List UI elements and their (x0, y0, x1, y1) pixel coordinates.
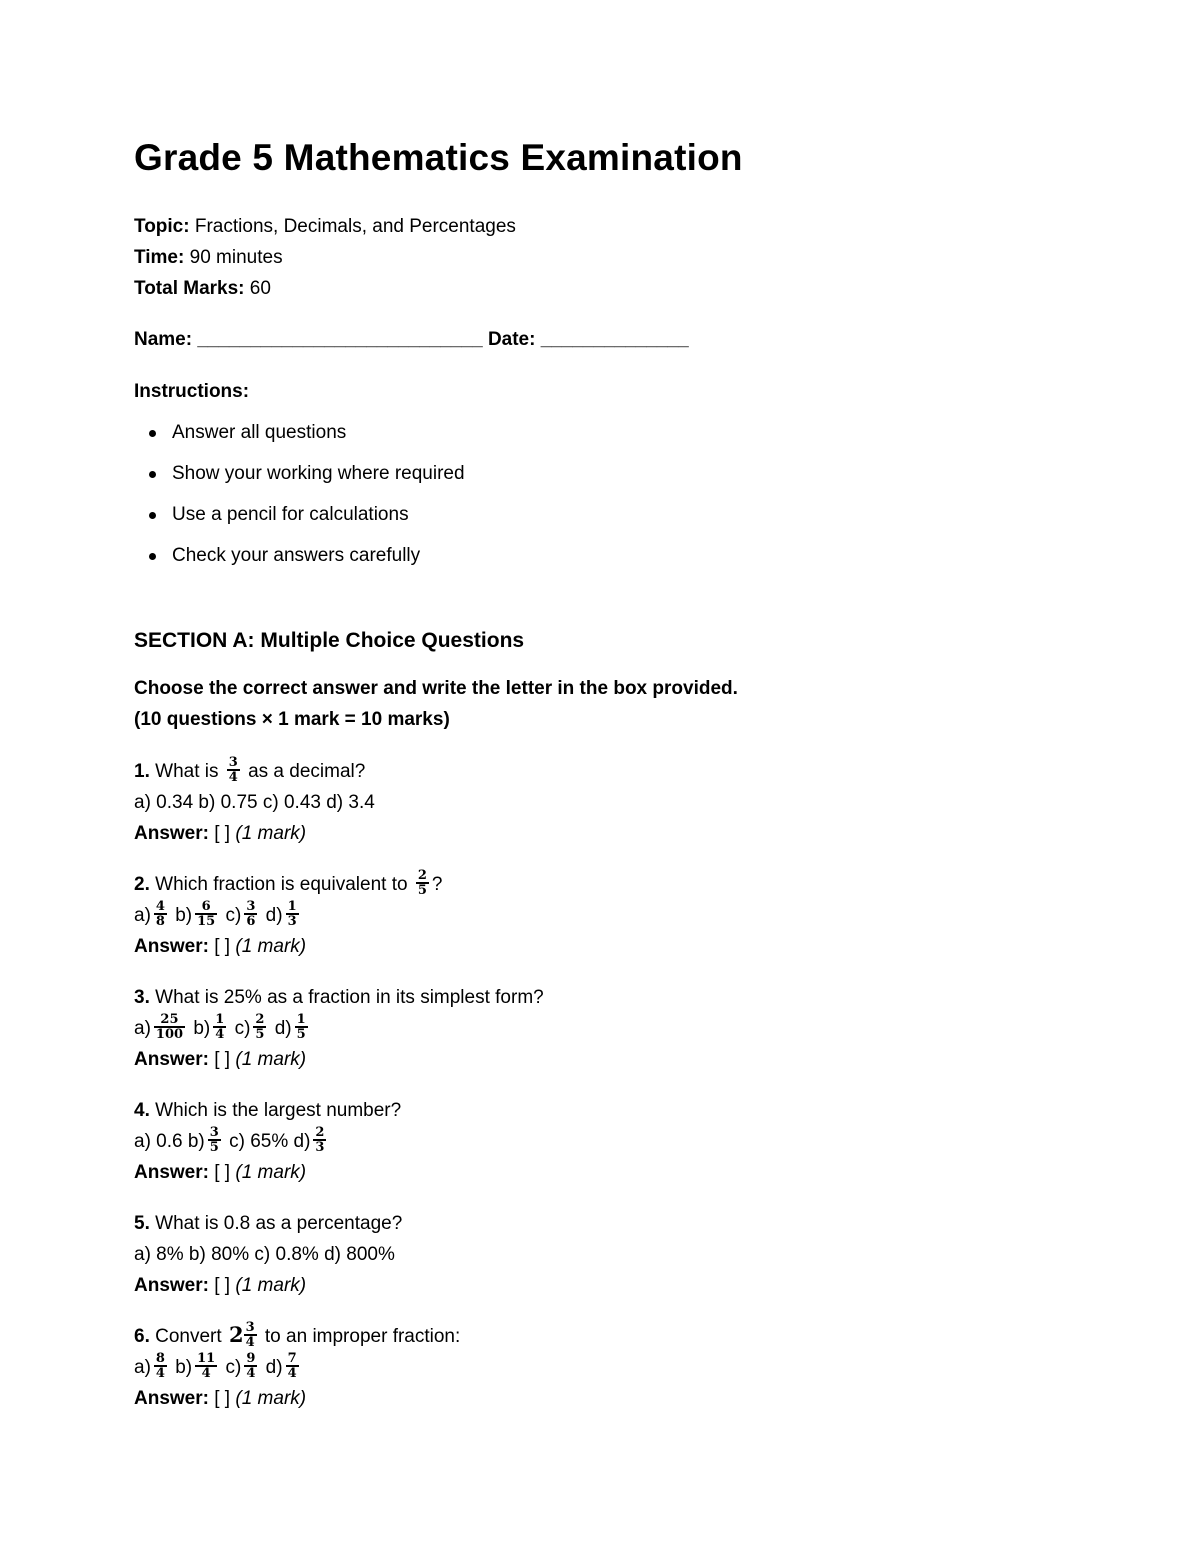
section-a-instructions (134, 673, 1074, 735)
question-1 (134, 756, 1074, 849)
fraction-numerator: 3 (245, 1319, 255, 1335)
question-text-part: as a decimal? (242, 761, 366, 782)
fraction-numerator: 1 (215, 1011, 225, 1027)
mark-label: (1 mark) (235, 823, 307, 844)
question-number: 1. (134, 761, 150, 782)
question-5 (134, 1208, 1074, 1301)
meta-time (134, 242, 1074, 273)
instructions-list (134, 417, 1074, 581)
answer-label: Answer: (134, 1275, 209, 1296)
answer-box[interactable]: [ ] (208, 1049, 236, 1070)
meta-topic-label: Topic: (134, 216, 190, 237)
fraction-numerator: 11 (197, 1350, 216, 1366)
option-label: a) 0.6 b) (134, 1131, 205, 1152)
mark-label: (1 mark) (235, 1162, 307, 1183)
option-a-fraction (154, 900, 167, 928)
question-3-answer (134, 1044, 1074, 1075)
fraction-denominator: 5 (417, 882, 427, 898)
answer-label: Answer: (134, 936, 209, 957)
answer-label: Answer: (134, 823, 209, 844)
section-a-instruction-1: Choose the correct answer and write the letter in the box provided. (134, 678, 738, 699)
option-label: c) (234, 1018, 251, 1039)
fraction-numerator: 9 (246, 1350, 256, 1366)
name-date-line: Name: ___________________________ Date: ______________ (134, 329, 689, 350)
fraction-numerator: 3 (209, 1124, 219, 1140)
question-6-text (134, 1321, 1074, 1352)
fraction-denominator: 15 (197, 913, 216, 929)
fraction-numerator: 2 (417, 867, 427, 883)
option-c-fraction (253, 1013, 266, 1041)
question-2-text (134, 869, 1074, 900)
fraction-denominator: 5 (296, 1026, 306, 1042)
bullet-icon (149, 553, 156, 560)
instruction-text: Show your working where required (172, 463, 465, 484)
question-6-answer (134, 1383, 1074, 1414)
answer-label: Answer: (134, 1162, 209, 1183)
option-label: a) (134, 1018, 151, 1039)
instruction-text: Check your answers carefully (172, 545, 421, 566)
meta-time-value: 90 minutes (189, 247, 283, 268)
question-text-part: Which is the largest number? (149, 1100, 402, 1121)
fraction-numerator: 1 (296, 1011, 306, 1027)
question-text-part: ? (431, 874, 443, 895)
fraction-numerator: 2 (255, 1011, 265, 1027)
option-d-fraction (286, 900, 299, 928)
instruction-item (134, 540, 1074, 581)
fraction-numerator: 2 (315, 1124, 325, 1140)
question-number: 5. (134, 1213, 150, 1234)
question-4-answer (134, 1157, 1074, 1188)
question-4-options (134, 1126, 1074, 1157)
question-4 (134, 1095, 1074, 1188)
fraction (416, 869, 429, 897)
question-text-part: Convert (149, 1326, 227, 1347)
fraction-numerator: 1 (287, 898, 297, 914)
fraction-denominator: 4 (246, 1365, 256, 1381)
option-label: b) (175, 905, 193, 926)
question-5-text (134, 1208, 1074, 1239)
answer-label: Answer: (134, 1049, 209, 1070)
fraction-denominator: 5 (255, 1026, 265, 1042)
option-b-fraction (195, 900, 217, 928)
meta-total-marks-value: 60 (249, 278, 271, 299)
question-2-answer (134, 931, 1074, 962)
question-number: 4. (134, 1100, 150, 1121)
bullet-icon (149, 471, 156, 478)
instruction-item (134, 499, 1074, 540)
fraction-numerator: 3 (228, 754, 238, 770)
option-label: c) 65% d) (229, 1131, 311, 1152)
fraction-denominator: 4 (245, 1334, 255, 1350)
answer-box[interactable]: [ ] (208, 1275, 236, 1296)
fraction-denominator: 8 (155, 913, 165, 929)
mark-label: (1 mark) (235, 1275, 307, 1296)
fraction-numerator: 8 (155, 1350, 165, 1366)
option-label: d) (265, 1357, 283, 1378)
fraction-numerator: 3 (246, 898, 256, 914)
question-number: 2. (134, 874, 150, 895)
fraction-denominator: 5 (209, 1139, 219, 1155)
answer-box[interactable]: [ ] (208, 1162, 236, 1183)
question-text-part: What is 0.8 as a percentage? (149, 1213, 403, 1234)
option-c-fraction (244, 900, 257, 928)
question-number: 3. (134, 987, 150, 1008)
fraction-denominator: 4 (287, 1365, 297, 1381)
fraction-denominator: 3 (315, 1139, 325, 1155)
answer-label: Answer: (134, 1388, 209, 1409)
option-label: a) (134, 905, 151, 926)
bullet-icon (149, 430, 156, 437)
meta-topic-value: Fractions, Decimals, and Percentages (194, 216, 516, 237)
question-3 (134, 982, 1074, 1075)
option-d-fraction (286, 1352, 299, 1380)
option-label: d) (274, 1018, 292, 1039)
fraction-numerator: 6 (195, 900, 217, 915)
question-6-options (134, 1352, 1074, 1383)
question-text-part: to an improper fraction: (259, 1326, 461, 1347)
fraction-denominator: 4 (228, 769, 238, 785)
question-text-part: Which fraction is equivalent to (149, 874, 413, 895)
question-3-options (134, 1013, 1074, 1044)
instructions-title: Instructions: (134, 381, 250, 402)
answer-box[interactable]: [ ] (208, 823, 236, 844)
meta-time-label: Time: (134, 247, 185, 268)
instruction-text: Use a pencil for calculations (172, 504, 409, 525)
question-2 (134, 869, 1074, 962)
fraction-denominator: 4 (201, 1365, 211, 1381)
option-label: b) (175, 1357, 193, 1378)
instruction-item (134, 417, 1074, 458)
exam-meta (134, 211, 1074, 304)
option-label: c) (225, 905, 242, 926)
question-2-options (134, 900, 1074, 931)
question-text-part: What is (149, 761, 224, 782)
option-d-fraction (295, 1013, 308, 1041)
mark-label: (1 mark) (235, 1049, 307, 1070)
option-b-fraction (208, 1126, 221, 1154)
question-5-options: a) 8% b) 80% c) 0.8% d) 800% (134, 1244, 395, 1265)
fraction (244, 1321, 257, 1349)
fraction (227, 756, 240, 784)
fraction-numerator: 7 (287, 1350, 297, 1366)
option-label: d) (265, 905, 283, 926)
instruction-text: Answer all questions (172, 422, 347, 443)
question-1-answer (134, 818, 1074, 849)
question-1-options: a) 0.34 b) 0.75 c) 0.43 d) 3.4 (134, 792, 375, 813)
fraction-denominator: 100 (155, 1026, 184, 1042)
option-a-fraction (154, 1013, 185, 1041)
meta-total-marks (134, 273, 1074, 304)
section-a-instruction-2: (10 questions × 1 mark = 10 marks) (134, 709, 450, 730)
question-text-part: What is 25% as a fraction in its simplest form? (149, 987, 544, 1008)
meta-topic (134, 211, 1074, 242)
question-4-text (134, 1095, 1074, 1126)
option-b-fraction (213, 1013, 226, 1041)
question-1-text (134, 756, 1074, 787)
question-5-answer (134, 1270, 1074, 1301)
question-6 (134, 1321, 1074, 1414)
question-number: 6. (134, 1326, 150, 1347)
mark-label: (1 mark) (235, 1388, 307, 1409)
option-a-fraction (154, 1352, 167, 1380)
answer-box[interactable]: [ ] (208, 936, 236, 957)
option-c-fraction (244, 1352, 257, 1380)
fraction-numerator: 4 (155, 898, 165, 914)
option-d-fraction (313, 1126, 326, 1154)
option-b-fraction (195, 1352, 217, 1380)
option-label: c) (225, 1357, 242, 1378)
fraction-denominator: 4 (215, 1026, 225, 1042)
answer-box[interactable]: [ ] (208, 1388, 236, 1409)
exam-content (134, 134, 1074, 1414)
bullet-icon (149, 512, 156, 519)
mark-label: (1 mark) (235, 936, 307, 957)
fraction-denominator: 3 (287, 913, 297, 929)
mixed-number-whole: 2 (228, 1322, 244, 1348)
question-3-text (134, 982, 1074, 1013)
instruction-item (134, 458, 1074, 499)
fraction-denominator: 4 (155, 1365, 165, 1381)
option-label: b) (193, 1018, 211, 1039)
fraction-denominator: 6 (246, 913, 256, 929)
option-label: a) (134, 1357, 151, 1378)
page-title: Grade 5 Mathematics Examination (134, 137, 743, 178)
section-a-heading: SECTION A: Multiple Choice Questions (134, 629, 525, 652)
fraction-numerator: 25 (154, 1013, 185, 1028)
meta-total-marks-label: Total Marks: (134, 278, 245, 299)
